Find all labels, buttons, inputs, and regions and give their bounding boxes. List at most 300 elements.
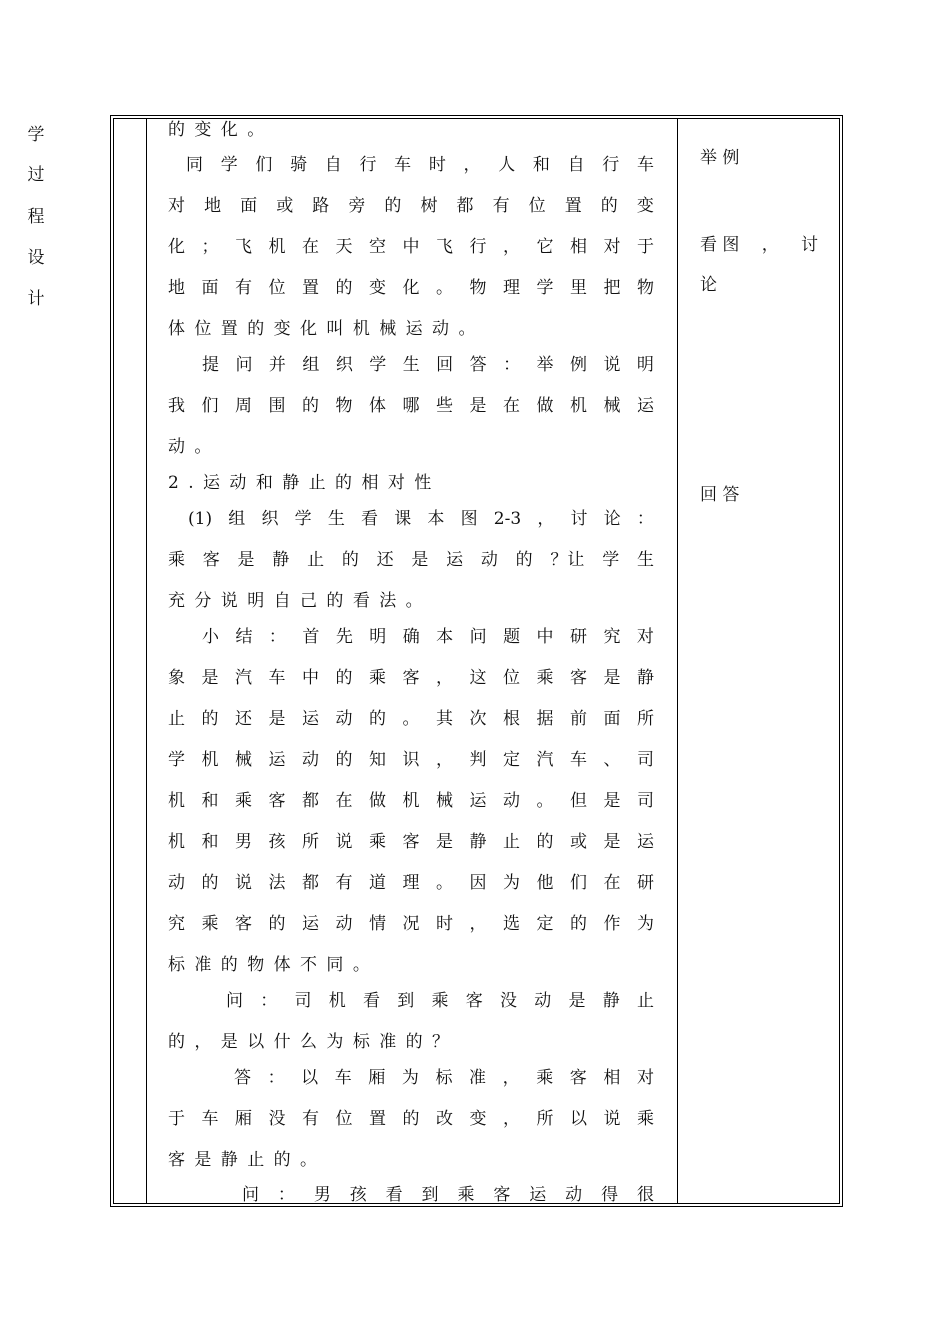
text-glyph: 本 — [427, 509, 445, 529]
text-glyph: 学 — [536, 278, 554, 298]
text-glyph: 学 — [220, 155, 238, 175]
text-glyph: 止 — [307, 550, 325, 570]
column-divider-left — [146, 118, 147, 1204]
text-glyph: 所 — [536, 1109, 554, 1129]
text-glyph: 天 — [335, 237, 353, 257]
text-glyph: 时 — [428, 155, 446, 175]
text-glyph: 知 — [369, 750, 386, 770]
text-glyph: 改 — [436, 1109, 453, 1129]
text-glyph: 都 — [456, 196, 474, 216]
text-glyph: 车 — [570, 750, 587, 770]
text-glyph: 男 — [235, 832, 252, 852]
text-glyph: 或 — [570, 832, 587, 852]
text-glyph: ： — [503, 355, 521, 375]
text-glyph: 织 — [261, 509, 279, 529]
text-glyph: 孩 — [349, 1185, 367, 1205]
side-label-char: 过 — [27, 165, 45, 185]
text-glyph: 答 — [234, 1068, 251, 1088]
text-glyph: 很 — [636, 1185, 654, 1205]
text-glyph: 面 — [240, 196, 258, 216]
text-glyph: 其 — [436, 709, 453, 729]
text-glyph: 还 — [235, 709, 252, 729]
text-line — [168, 277, 654, 299]
text-glyph: 所 — [637, 709, 654, 729]
text-glyph: ： — [260, 991, 278, 1011]
text-glyph: ？让 — [550, 550, 585, 570]
text-glyph: 在 — [335, 791, 353, 811]
text-glyph: 是 — [237, 550, 255, 570]
text-glyph: ： — [267, 1068, 285, 1088]
text-line: 标 准 的 物 体 不 同 。 — [168, 955, 370, 975]
text-line: 体 位 置 的 变 化 叫 机 械 运 动 。 — [168, 319, 476, 339]
text-glyph: 对 — [636, 627, 654, 647]
text-glyph: 识 — [402, 750, 420, 770]
text-glyph: 车 — [268, 668, 286, 688]
text-glyph: 人 — [498, 155, 516, 175]
text-glyph: 选 — [503, 914, 520, 934]
text-glyph: 中 — [536, 627, 554, 647]
text-glyph: 的 — [201, 873, 219, 893]
text-glyph: 里 — [570, 278, 587, 298]
text-glyph: 化 — [168, 237, 185, 257]
text-glyph: 周 — [235, 396, 252, 416]
text-glyph: 化 — [402, 278, 420, 298]
text-line: 的 变 化 。 — [168, 120, 265, 140]
text-glyph: 研 — [569, 627, 587, 647]
text-glyph: 体 — [369, 396, 386, 416]
text-glyph: 些 — [436, 396, 453, 416]
text-glyph: 和 — [201, 832, 219, 852]
text-glyph: 汽 — [536, 750, 554, 770]
text-glyph: 或 — [276, 196, 294, 216]
text-glyph: 的 — [570, 914, 587, 934]
text-glyph: 乘 — [431, 991, 449, 1011]
text-glyph: 运 — [469, 791, 487, 811]
text-line: 2 . 运 动 和 静 止 的 相 对 性 — [168, 473, 432, 493]
text-glyph: 客 — [235, 914, 252, 934]
text-glyph: 是 — [603, 832, 621, 852]
text-glyph: 自 — [324, 155, 342, 175]
text-glyph: 乘 — [235, 791, 252, 811]
text-glyph: 是 — [201, 668, 219, 688]
text-glyph: 生 — [327, 509, 345, 529]
text-glyph: 的 — [335, 750, 353, 770]
text-glyph: 问 — [235, 355, 253, 375]
text-glyph: 没 — [268, 1109, 286, 1129]
text-glyph: 。 — [402, 709, 420, 729]
text-glyph: 小 — [202, 627, 219, 647]
text-glyph: 行 — [469, 237, 487, 257]
text-glyph: 说 — [603, 355, 621, 375]
text-line — [188, 508, 654, 530]
text-glyph: 位 — [503, 668, 520, 688]
text-glyph: 没 — [500, 991, 517, 1011]
text-glyph: 它 — [536, 237, 554, 257]
text-glyph: 说 — [235, 873, 252, 893]
text-glyph: 。 — [436, 278, 453, 298]
text-glyph: 中 — [402, 237, 420, 257]
text-line — [242, 1184, 654, 1206]
text-glyph: 的 — [369, 709, 386, 729]
text-glyph: 变 — [369, 278, 386, 298]
text-glyph: 理 — [402, 873, 420, 893]
text-glyph: 究 — [603, 627, 621, 647]
text-glyph: ： — [277, 1185, 295, 1205]
text-line — [168, 236, 654, 258]
text-glyph: 厢 — [235, 1109, 252, 1129]
text-glyph: 置 — [369, 1109, 386, 1129]
text-glyph: 论 — [603, 509, 621, 529]
text-glyph: 是 — [469, 396, 487, 416]
text-glyph: 动 — [534, 991, 552, 1011]
text-glyph: 在 — [503, 396, 520, 416]
text-glyph: 和 — [532, 155, 550, 175]
text-glyph: 变 — [636, 196, 654, 216]
text-glyph: 动 — [168, 873, 185, 893]
text-glyph: 对 — [603, 237, 621, 257]
text-glyph: 道 — [369, 873, 386, 893]
text-glyph: 2-3 — [493, 509, 522, 529]
text-glyph: 准 — [469, 1068, 487, 1088]
text-line — [168, 708, 654, 730]
text-glyph: 为 — [401, 1068, 419, 1088]
text-glyph: 机 — [328, 991, 346, 1011]
text-glyph: 明 — [636, 355, 654, 375]
text-line — [186, 154, 654, 176]
text-glyph: 动 — [335, 914, 353, 934]
text-glyph: 旁 — [348, 196, 366, 216]
side-label-char: 设 — [27, 248, 45, 268]
text-glyph: 置 — [564, 196, 582, 216]
text-glyph: 中 — [302, 668, 319, 688]
text-glyph: 是 — [603, 668, 621, 688]
text-glyph: 究 — [168, 914, 185, 934]
text-glyph: 运 — [446, 550, 464, 570]
text-line: 充 分 说 明 自 己 的 看 法 。 — [168, 591, 423, 611]
text-glyph: 讨 — [570, 509, 588, 529]
text-glyph: 问 — [226, 991, 243, 1011]
text-glyph: 学 — [168, 750, 185, 770]
text-glyph: 孩 — [268, 832, 286, 852]
text-glyph: 面 — [603, 709, 621, 729]
text-glyph: 次 — [469, 709, 487, 729]
text-glyph: ， — [503, 237, 520, 257]
text-glyph: 机 — [201, 750, 219, 770]
column-divider-right — [677, 118, 678, 1204]
text-glyph: 运 — [529, 1185, 547, 1205]
text-glyph: 械 — [436, 791, 453, 811]
text-glyph: 乘 — [201, 914, 219, 934]
text-line — [168, 667, 654, 689]
text-glyph: 学 — [294, 509, 312, 529]
text-glyph: 运 — [302, 914, 319, 934]
text-glyph: 作 — [603, 914, 621, 934]
text-glyph: 客 — [493, 1185, 511, 1205]
text-glyph: 把 — [603, 278, 621, 298]
text-glyph: 行 — [359, 155, 377, 175]
text-glyph: 学 — [369, 355, 387, 375]
text-glyph: 看 — [363, 991, 380, 1011]
text-glyph: 的 — [600, 196, 618, 216]
text-glyph: 是 — [268, 709, 286, 729]
text-line — [168, 1108, 654, 1130]
text-glyph: 是 — [436, 832, 453, 852]
text-glyph: 先 — [335, 627, 353, 647]
text-glyph: ； — [201, 237, 219, 257]
text-glyph: 看 — [385, 1185, 403, 1205]
text-glyph: ： — [636, 509, 654, 529]
text-glyph: 客 — [402, 668, 420, 688]
text-glyph: 乘 — [369, 668, 386, 688]
text-glyph: 回 — [436, 355, 454, 375]
text-glyph: 我 — [168, 396, 185, 416]
text-glyph: 理 — [503, 278, 520, 298]
text-glyph: 这 — [469, 668, 487, 688]
text-glyph: 组 — [302, 355, 320, 375]
text-glyph: 物 — [637, 278, 654, 298]
text-glyph: ， — [436, 668, 453, 688]
text-glyph: 乘 — [457, 1185, 475, 1205]
text-glyph: ， — [503, 1109, 520, 1129]
side-label-char: 计 — [27, 289, 45, 309]
text-glyph: 止 — [637, 991, 654, 1011]
text-glyph: 机 — [168, 832, 185, 852]
text-glyph: 树 — [420, 196, 438, 216]
text-glyph: 和 — [201, 791, 219, 811]
text-glyph: 乘 — [168, 550, 185, 570]
text-line — [168, 872, 654, 894]
text-glyph: 例 — [569, 355, 587, 375]
text-glyph: 飞 — [235, 237, 252, 257]
text-line: 的 ， 是 以 什 么 为 标 准 的 ？ — [168, 1032, 450, 1052]
text-glyph: 并 — [268, 355, 286, 375]
text-glyph: 判 — [469, 750, 487, 770]
right-note: 举 例 — [700, 148, 740, 168]
text-glyph: 机 — [570, 396, 587, 416]
text-glyph: 面 — [201, 278, 219, 298]
text-glyph: 空 — [369, 237, 386, 257]
text-glyph: 的 — [335, 668, 353, 688]
text-glyph: 标 — [435, 1068, 453, 1088]
text-glyph: 的 — [268, 914, 286, 934]
text-glyph: 以 — [301, 1068, 319, 1088]
right-note-word: 看 图 — [700, 235, 740, 255]
text-line — [202, 626, 654, 648]
text-glyph: 车 — [636, 155, 654, 175]
text-glyph: 说 — [603, 1109, 621, 1129]
text-glyph: 们 — [570, 873, 587, 893]
text-glyph: 客 — [569, 1068, 587, 1088]
text-glyph: ， — [537, 509, 555, 529]
side-label-char: 程 — [27, 207, 45, 227]
text-glyph: 路 — [312, 196, 330, 216]
text-glyph: 本 — [436, 627, 454, 647]
text-glyph: 位 — [268, 278, 286, 298]
text-line — [168, 831, 654, 853]
text-glyph: 得 — [601, 1185, 619, 1205]
text-glyph: 司 — [637, 791, 654, 811]
text-glyph: 是 — [568, 991, 586, 1011]
text-glyph: 客 — [202, 550, 220, 570]
text-glyph: 他 — [536, 873, 554, 893]
text-glyph: 相 — [603, 1068, 621, 1088]
text-glyph: 为 — [503, 873, 520, 893]
text-glyph: 是 — [411, 550, 429, 570]
text-glyph: 位 — [528, 196, 546, 216]
text-glyph: 情 — [369, 914, 386, 934]
text-glyph: 静 — [469, 832, 487, 852]
text-glyph: ， — [463, 155, 481, 175]
text-glyph: 位 — [335, 1109, 353, 1129]
text-glyph: 机 — [168, 791, 185, 811]
text-line — [168, 790, 654, 812]
text-glyph: 相 — [570, 237, 587, 257]
text-glyph: 到 — [397, 991, 415, 1011]
text-glyph: 的 — [335, 278, 353, 298]
text-glyph: 首 — [302, 627, 320, 647]
text-glyph: 车 — [334, 1068, 352, 1088]
text-glyph: 司 — [294, 991, 312, 1011]
text-line — [168, 195, 654, 217]
text-glyph: 、 — [603, 750, 621, 770]
text-glyph: 都 — [302, 873, 319, 893]
text-glyph: 运 — [268, 750, 286, 770]
text-glyph: 车 — [201, 1109, 219, 1129]
text-glyph: 定 — [536, 914, 554, 934]
text-glyph: 有 — [492, 196, 510, 216]
text-glyph: 都 — [302, 791, 319, 811]
text-glyph: 运 — [637, 832, 654, 852]
text-glyph: 看 — [361, 509, 379, 529]
text-glyph: 乘 — [536, 1068, 554, 1088]
text-glyph: 提 — [202, 355, 219, 375]
text-glyph: 有 — [235, 278, 252, 298]
text-glyph: 车 — [394, 155, 412, 175]
text-glyph: 有 — [335, 873, 353, 893]
text-glyph: 的 — [201, 709, 219, 729]
side-label-char: 学 — [27, 125, 45, 145]
text-glyph: 置 — [302, 278, 319, 298]
right-note — [700, 230, 818, 255]
text-glyph: 明 — [369, 627, 387, 647]
text-glyph: 乘 — [637, 1109, 654, 1129]
text-glyph: 是 — [603, 791, 621, 811]
text-glyph: 地 — [168, 278, 185, 298]
text-glyph: 的 — [384, 196, 402, 216]
text-glyph: 组 — [228, 509, 246, 529]
text-glyph: 动 — [565, 1185, 583, 1205]
text-glyph: 因 — [469, 873, 487, 893]
text-line — [168, 749, 654, 771]
text-glyph: 的 — [302, 396, 319, 416]
text-glyph: 生 — [636, 550, 654, 570]
text-glyph: 厢 — [368, 1068, 386, 1088]
text-glyph: 对 — [636, 1068, 654, 1088]
text-glyph: 械 — [603, 396, 621, 416]
text-glyph: 动 — [335, 709, 353, 729]
text-glyph: 图 — [460, 509, 478, 529]
text-glyph: 。 — [536, 791, 554, 811]
text-glyph: 止 — [168, 709, 185, 729]
text-glyph: 的 — [515, 550, 533, 570]
text-glyph: 自 — [567, 155, 585, 175]
text-glyph: ， — [469, 914, 487, 934]
text-glyph: 织 — [335, 355, 353, 375]
text-glyph: 客 — [268, 791, 286, 811]
text-glyph: 动 — [503, 791, 520, 811]
text-glyph: 还 — [376, 550, 394, 570]
text-glyph: 在 — [302, 237, 319, 257]
text-glyph: 生 — [402, 355, 420, 375]
text-glyph: 法 — [268, 873, 286, 893]
text-glyph: 时 — [436, 914, 453, 934]
text-line — [226, 990, 654, 1012]
text-glyph: 司 — [637, 750, 654, 770]
text-glyph: 械 — [235, 750, 252, 770]
text-glyph: 运 — [302, 709, 319, 729]
text-glyph: 但 — [570, 791, 587, 811]
text-glyph: 乘 — [536, 668, 554, 688]
text-glyph: 客 — [465, 991, 483, 1011]
text-glyph: 客 — [570, 668, 587, 688]
text-glyph: 静 — [602, 991, 620, 1011]
text-glyph: 骑 — [290, 155, 308, 175]
right-note-word: ， — [761, 235, 779, 255]
text-glyph: 为 — [637, 914, 654, 934]
text-glyph: 物 — [335, 396, 353, 416]
text-glyph: ， — [436, 750, 453, 770]
text-glyph: 围 — [268, 396, 286, 416]
text-glyph: 客 — [402, 832, 420, 852]
text-glyph: 题 — [503, 627, 521, 647]
text-glyph: 课 — [394, 509, 412, 529]
text-glyph: 地 — [204, 196, 222, 216]
right-note: 论 — [700, 275, 717, 295]
text-line: 客 是 静 止 的 。 — [168, 1150, 318, 1170]
text-glyph: 男 — [313, 1185, 331, 1205]
text-glyph: 同 — [186, 155, 203, 175]
text-line — [168, 913, 654, 935]
text-glyph: 的 — [402, 1109, 420, 1129]
text-glyph: 况 — [402, 914, 420, 934]
text-line — [168, 549, 654, 571]
text-glyph: 行 — [602, 155, 620, 175]
text-glyph: 的 — [341, 550, 359, 570]
text-glyph: 机 — [268, 237, 286, 257]
text-glyph: 到 — [421, 1185, 439, 1205]
text-glyph: 乘 — [369, 832, 386, 852]
text-glyph: 确 — [402, 627, 420, 647]
text-glyph: 研 — [637, 873, 654, 893]
text-line — [168, 395, 654, 417]
text-glyph: 据 — [536, 709, 554, 729]
text-glyph: 于 — [168, 1109, 185, 1129]
text-glyph: ， — [502, 1068, 520, 1088]
text-line: 动 。 — [168, 437, 212, 457]
text-glyph: 们 — [201, 396, 219, 416]
right-note-word: 讨 — [801, 235, 818, 255]
text-glyph: 哪 — [402, 396, 420, 416]
right-note: 回 答 — [700, 485, 740, 505]
text-glyph: 根 — [503, 709, 520, 729]
text-line — [202, 354, 654, 376]
text-glyph: 问 — [242, 1185, 259, 1205]
text-glyph: 说 — [335, 832, 353, 852]
text-glyph: 有 — [302, 1109, 319, 1129]
text-glyph: 结 — [235, 627, 253, 647]
text-glyph: 于 — [637, 237, 654, 257]
text-glyph: 。 — [436, 873, 453, 893]
